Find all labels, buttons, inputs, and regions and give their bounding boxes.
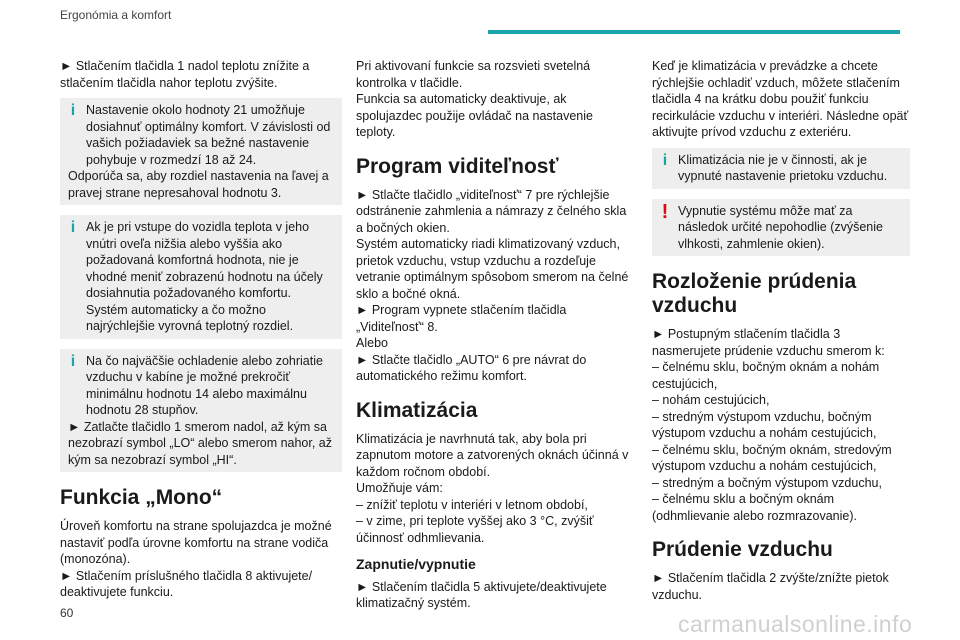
info-note [652, 148, 910, 189]
section-title: Ergonómia a komfort [60, 8, 172, 22]
paragraph: ► Program vypnete stlačením tlačidla „Viditeľnosť“ 8. [356, 303, 567, 334]
section-heading: Prúdenie vzduchu [652, 538, 833, 561]
paragraph: Keď je klimatizácia v prevádzke a chcete rýchlejšie ochladiť vzduch, môžete stlačením tlačidla 4 na krátku dobu použiť funkciu recirkulácie vzduchu v interiéri. Následne opäť aktivujte prívod vzduchu z exteriéru. [652, 59, 909, 139]
note-text: Vypnutie systému môže mať za následok určité nepohodlie (zvýšenie vlhkosti, zahmlenie okien). [678, 203, 883, 251]
note-text: Klimatizácia nie je v činnosti, ak je vypnuté nastavenie prietoku vzduchu. [678, 152, 888, 183]
info-icon: i [70, 352, 76, 370]
paragraph: – v zime, pri teplote vyššej ako 3 °C, zvýšiť účinnosť odhmlievania. [356, 514, 594, 545]
paragraph: ► Stlačením tlačidla 2 zvýšte/znížte pietok vzduchu. [652, 571, 889, 602]
section-heading: Rozloženie prúdenia vzduchu [652, 270, 857, 317]
paragraph: Funkcia sa automaticky deaktivuje, ak spolujazdec použije ovládač na nastavenie teploty. [356, 92, 593, 139]
section-heading: Klimatizácia [356, 398, 478, 422]
section-heading: Funkcia „Mono“ [60, 486, 223, 509]
paragraph: ► Stlačením tlačidla 1 nadol teplotu znížite a stlačením tlačidla nahor teplotu zvýšite. [60, 59, 310, 90]
paragraph: ► Stlačením tlačidla 5 aktivujete/deaktivujete klimatizačný systém. [356, 579, 607, 610]
warning-icon: ! [661, 200, 669, 223]
paragraph: ► Stlačte tlačidlo „viditeľnosť“ 7 pre rýchlejšie odstránenie zahmlenia a námrazy z čelného skla a bočných okien. [356, 187, 627, 235]
info-note [60, 349, 342, 473]
info-icon: i [70, 102, 76, 119]
info-icon: i [662, 151, 668, 169]
paragraph: ► Stlačením príslušného tlačidla 8 aktivujete/ deaktivujete funkciu. [60, 568, 313, 599]
paragraph: Klimatizácia je navrhnutá tak, aby bola pri zapnutom motore a zatvorených oknách účinná v každom ročnom období. [356, 431, 629, 479]
note-text: Ak je pri vstupe do vozidla teplota v jeho vnútri oveľa nižšia alebo vyššia ako požadovaná komfortná hodnota, nie je vhodné meniť zobrazenú hodnotu na účely dosiahnutia požadovaného komfortu. Systém automaticky a čo možno najrýchlejšie vyrovná teplotný rozdiel. [86, 220, 323, 333]
note-text: ► Zatlačte tlačidlo 1 smerom nadol, až kým sa nezobrazí symbol „LO“ alebo smerom nahor, až kým sa nezobrazí symbol „HI“. [68, 419, 333, 467]
paragraph: – čelnému sklu, bočným oknám a nohám cestujúcich, [652, 360, 880, 391]
paragraph: Umožňuje vám: [356, 481, 443, 495]
paragraph: Systém automaticky riadi klimatizovaný vzduch, prietok vzduchu, vstup vzduchu a rozdeľuje vetranie optimálnym spôsobom smerom na čelné sklo a bočné okná. [356, 237, 629, 301]
paragraph: ► Postupným stlačením tlačidla 3 nasmerujete prúdenie vzduchu smerom k: [652, 327, 885, 358]
paragraph: – stredným výstupom vzduchu, bočným výstupom vzduchu a nohám cestujúcich, [652, 409, 877, 440]
paragraph: – stredným a bočným výstupom vzduchu, [652, 475, 882, 490]
section-heading: Program viditeľnosť [356, 154, 559, 178]
column-2 [356, 58, 632, 612]
info-note [60, 215, 342, 339]
paragraph: – čelnému sklu, bočným oknám, stredovým výstupom vzduchu a nohám cestujúcich, [652, 442, 892, 473]
paragraph: – nohám cestujúcich, [652, 393, 770, 407]
column-1 [60, 58, 342, 601]
note-text: Na čo najväčšie ochladenie alebo zohriatie vzduchu v kabíne je možné prekročiť minimálnu hodnotu 14 alebo maximálnu hodnotu 28 stupňov. [86, 353, 323, 417]
info-icon: i [70, 219, 76, 236]
watermark: carmanualsonline.info [678, 611, 913, 637]
paragraph: Úroveň komfortu na strane spolujazdca je možné nastaviť podľa úrovne komfortu na strane vodiča (monozóna). [60, 519, 332, 566]
subsection-heading: Zapnutie/vypnutie [356, 556, 476, 572]
paragraph: Alebo [356, 336, 388, 350]
info-note [60, 98, 342, 205]
paragraph: – znížiť teplotu v interiéri v letnom období, [356, 497, 588, 512]
warning-note [652, 199, 910, 257]
note-text: Nastavenie okolo hodnoty 21 umožňuje dosiahnuť optimálny komfort. V závislosti od vašich požiadaviek sa bežné nastavenie pohybuje v rozmedzí 18 až 24. [86, 103, 331, 167]
header-accent-bar [488, 30, 900, 34]
note-text: Odporúča sa, aby rozdiel nastavenia na ľavej a pravej strane nepresahoval hodnotu 3. [68, 169, 329, 200]
paragraph: – čelnému sklu a bočným oknám (odhmlievanie alebo rozmrazovanie). [652, 492, 857, 523]
paragraph: Pri aktivovaní funkcie sa rozsvieti svetelná kontrolka v tlačidle. [356, 59, 591, 90]
paragraph: ► Stlačte tlačidlo „AUTO“ 6 pre návrat do automatického režimu komfort. [356, 352, 587, 383]
page-number: 60 [60, 606, 74, 620]
column-3 [652, 58, 910, 603]
